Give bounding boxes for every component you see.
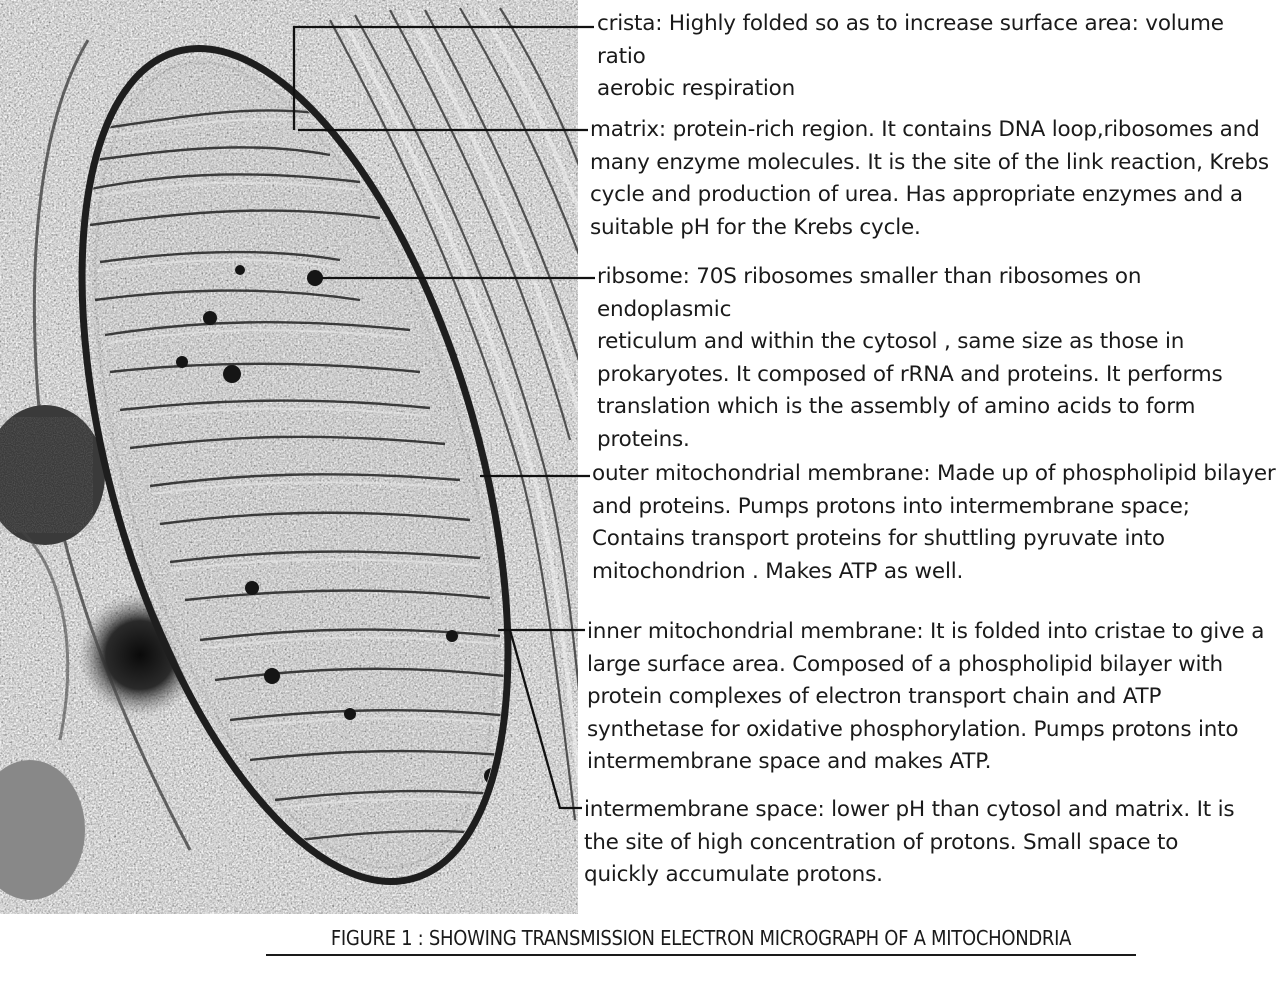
outer-membrane-label: outer mitochondrial membrane: Made up of phospholipid bilayer and proteins. Pumps protons into intermembrane space; Contains transport proteins for shuttling pyruvate into mitochondrion . Makes ATP as well. xyxy=(592,461,1276,584)
ribosome-label: ribsome: 70S ribosomes smaller than ribosomes on endoplasmic reticulum and within the cytosol , same size as those in prokaryotes. It composed of rRNA and proteins. It performs translation which is the assembly of amino acids to form proteins. xyxy=(597,264,1223,452)
figure-caption: FIGURE 1 : SHOWING TRANSMISSION ELECTRON MICROGRAPH OF A MITOCHONDRIA xyxy=(266,926,1136,956)
matrix-label: matrix: protein-rich region. It contains DNA loop,ribosomes and many enzyme molecules. It is the site of the link reaction, Krebs cycle and production of urea. Has appropriate enzymes and a suitable pH for the Krebs cycle. xyxy=(590,117,1269,240)
crista-label: crista: Highly folded so as to increase surface area: volume ratio aerobic respiration xyxy=(597,11,1224,101)
inner-membrane-label: inner mitochondrial membrane: It is folded into cristae to give a large surface area. Composed of a phospholipid bilayer with protein complexes of electron transport chain and ATP synthetase for oxidative phosphorylation. Pumps protons into intermembrane space and makes ATP. xyxy=(587,619,1265,774)
intermembrane-space-label: intermembrane space: lower pH than cytosol and matrix. It is the site of high concentration of protons. Small space to quickly accumulate protons. xyxy=(584,797,1235,887)
